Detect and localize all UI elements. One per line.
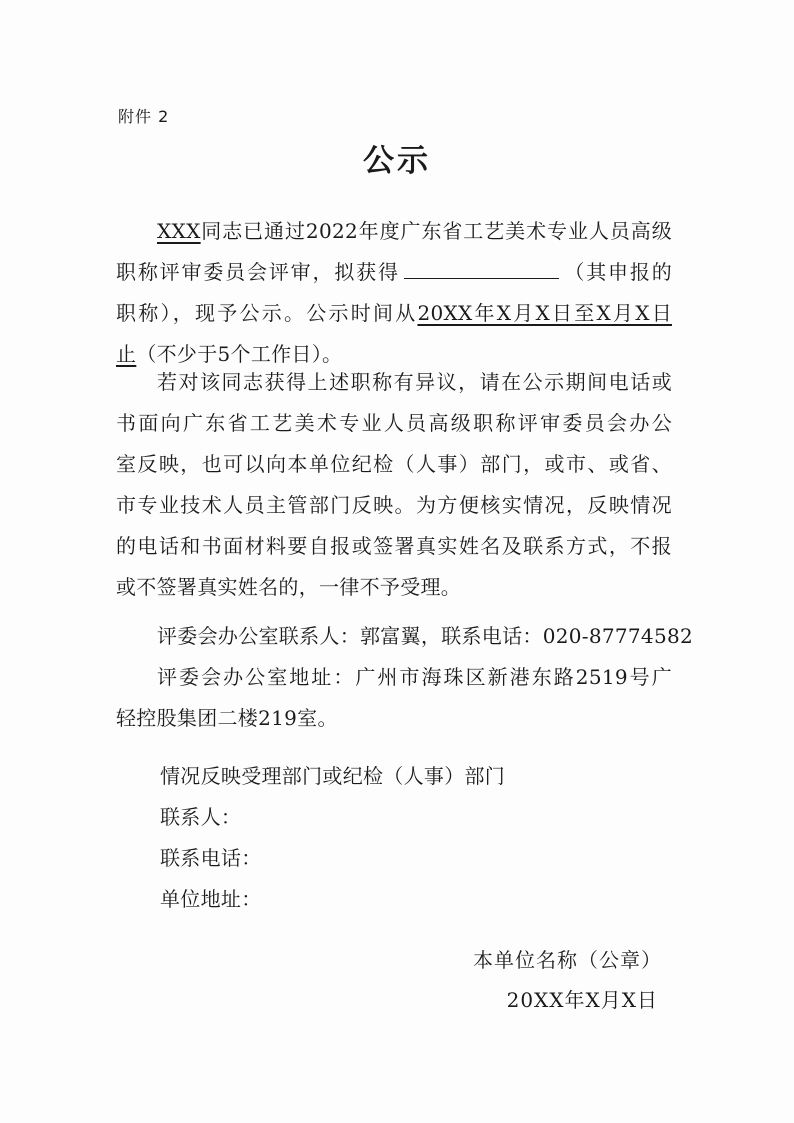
address-line: 评委会办公室地址：广州市海珠区新港东路2519号广 bbox=[157, 665, 672, 689]
paragraph-line bbox=[116, 252, 672, 293]
paragraph-line: 的电话和书面材料要自报或签署真实姓名及联系方式，不报 bbox=[116, 534, 672, 558]
paragraph-line: 或不签署真实姓名的，一律不予受理。 bbox=[116, 575, 462, 599]
paragraph-line bbox=[116, 211, 672, 252]
paragraph-line: 书面向广东省工艺美术专业人员高级职称评审委员会办公 bbox=[116, 411, 672, 435]
department-info bbox=[116, 756, 672, 920]
committee-contact bbox=[116, 616, 694, 739]
paragraph-text: 职称评审委员会评审，拟获得 bbox=[116, 260, 400, 284]
paragraph-line: 室反映，也可以向本单位纪检（人事）部门，或市、或省、 bbox=[116, 452, 672, 476]
paragraph-text: （其申报的 bbox=[562, 260, 673, 284]
publicity-period-end: 止 bbox=[116, 342, 137, 366]
paragraph-line: 市专业技术人员主管部门反映。为方便核实情况，反映情况 bbox=[116, 493, 672, 517]
department-heading: 情况反映受理部门或纪检（人事）部门 bbox=[160, 764, 506, 788]
paragraph-line bbox=[116, 293, 672, 334]
objection-paragraph bbox=[116, 362, 672, 608]
attachment-label: 附件 2 bbox=[118, 107, 170, 126]
phone-label: 联系电话： bbox=[160, 846, 262, 870]
candidate-name: XXX bbox=[157, 219, 201, 243]
paragraph-text: 同志已通过2022年度广东省工艺美术专业人员高级 bbox=[200, 219, 672, 243]
address-line: 轻控股集团二楼219室。 bbox=[116, 706, 338, 730]
address-label: 单位地址： bbox=[160, 887, 262, 911]
signature-block bbox=[473, 940, 662, 1020]
signature-date: 20XX年X月X日 bbox=[506, 988, 658, 1012]
page-title: 公示 bbox=[363, 143, 431, 179]
organization-seal-label: 本单位名称（公章） bbox=[473, 948, 662, 972]
contact-line: 评委会办公室联系人：郭富翼，联系电话：020-87774582 bbox=[157, 624, 694, 648]
paragraph-text: 职称），现予公示。公示时间从 bbox=[116, 301, 418, 325]
contact-person-label: 联系人： bbox=[160, 805, 242, 829]
announcement-paragraph bbox=[116, 211, 672, 375]
paragraph-line: 若对该同志获得上述职称有异议，请在公示期间电话或 bbox=[157, 370, 672, 394]
title-blank-field[interactable] bbox=[404, 256, 559, 279]
publicity-period: 20XX年X月X日至X月X日 bbox=[417, 301, 672, 325]
paragraph-text: （不少于5个工作日）。 bbox=[136, 342, 343, 366]
